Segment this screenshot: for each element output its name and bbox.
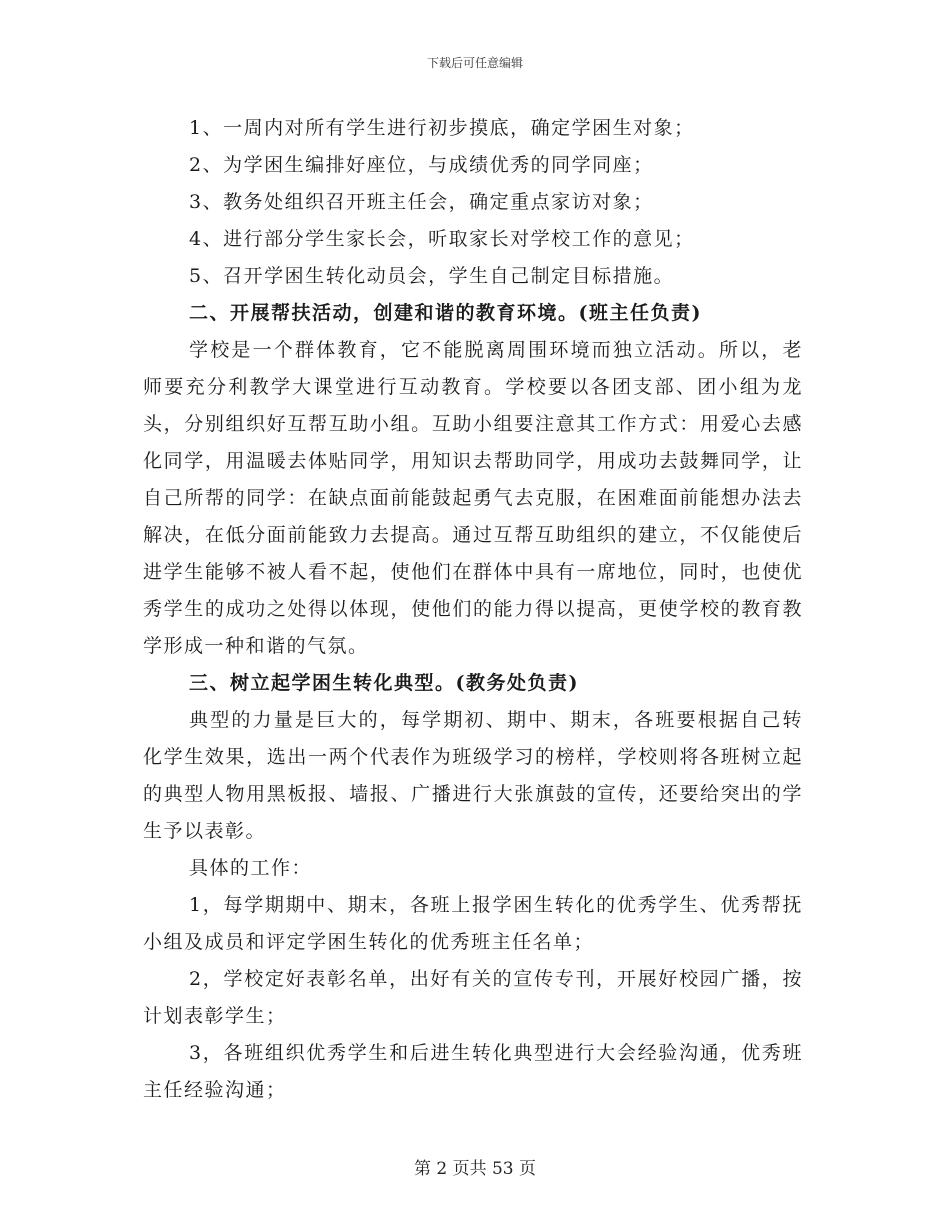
section-3-paragraph: 典型的力量是巨大的，每学期初、期中、期末，各班要根据自己转化学生效果，选出一两个代表作为班级学习的榜样，学校则将各班树立起的典型人物用黑板报、墙报、广播进行大张旗鼓的宣传，还要给突出的学生予以表彰。 [143, 709, 803, 842]
list-item-4: 4、进行部分学生家长会，听取家长对学校工作的意见； [189, 228, 695, 250]
work-item-1: 1，每学期期中、期末，各班上报学困生转化的优秀学生、优秀帮抚小组及成员和评定学困生转化的优秀班主任名单； [143, 894, 803, 953]
section-2-heading: 二、开展帮扶活动，创建和谐的教育环境。(班主任负责) [189, 302, 702, 324]
list-item-3: 3、教务处组织召开班主任会，确定重点家访对象； [189, 191, 654, 213]
header-note: 下载后可任意编辑 [426, 56, 523, 70]
section-3-heading: 三、树立起学困生转化典型。(教务处负责) [189, 672, 579, 694]
section-2-paragraph: 学校是一个群体教育，它不能脱离周围环境而独立活动。所以，老师要充分利教学大课堂进行互动教育。学校要以各团支部、团小组为龙头，分别组织好互帮互助小组。互助小组要注意其工作方式：用爱心去感化同学，用温暖去体贴同学，用知识去帮助同学，用成功去鼓舞同学，让自己所帮的同学：在缺点面前能鼓起勇气去克服，在困难面前能想办法去解决，在低分面前能致力去提高。通过互帮互助组织的建立，不仅能使后进学生能够不被人看不起，使他们在群体中具有一席地位，同时，也使优秀学生的成功之处得以体现，使他们的能力得以提高，更使学校的教育教学形成一种和谐的气氛。 [143, 339, 803, 657]
work-item-3: 3，各班组织优秀学生和后进生转化典型进行大会经验沟通，优秀班主任经验沟通； [143, 1042, 803, 1101]
work-item-2: 2，学校定好表彰名单，出好有关的宣传专刊，开展好校园广播，按计划表彰学生； [143, 968, 803, 1027]
list-item-2: 2、为学困生编排好座位，与成绩优秀的同学同座； [189, 154, 654, 176]
work-intro: 具体的工作： [189, 857, 313, 879]
page-number: 第 2 页共 53 页 [413, 1159, 537, 1179]
list-item-5: 5、召开学困生转化动员会，学生自己制定目标措施。 [189, 265, 675, 287]
list-item-1: 1、一周内对所有学生进行初步摸底，确定学困生对象； [189, 117, 695, 139]
document-body [143, 110, 803, 1109]
